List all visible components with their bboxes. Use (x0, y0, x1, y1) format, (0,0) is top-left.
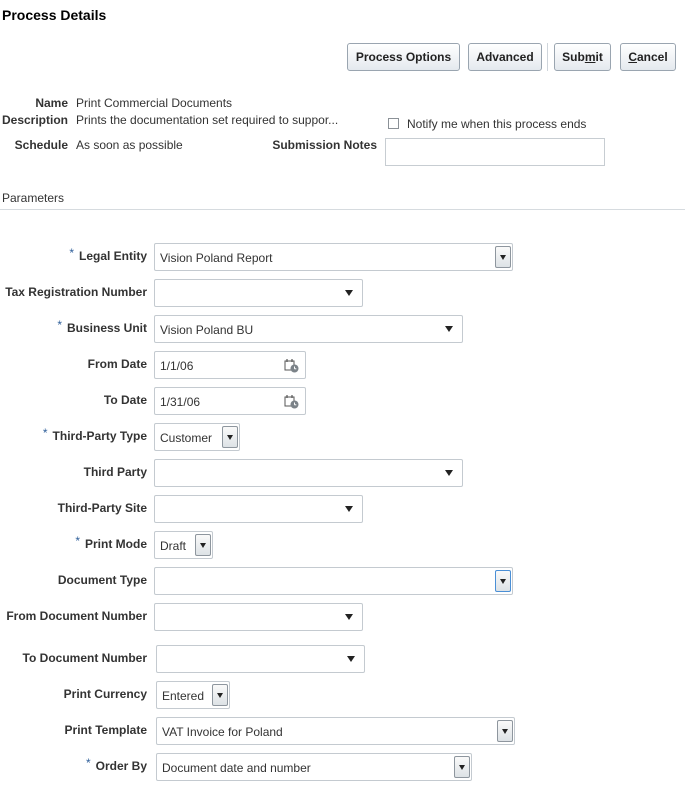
order-by-select[interactable]: Document date and number (156, 753, 472, 781)
chevron-down-icon[interactable] (497, 720, 513, 742)
required-indicator: * (42, 426, 48, 440)
submission-notes-input[interactable] (385, 138, 605, 166)
calendar-icon[interactable] (284, 394, 299, 409)
third-party-type-label: * Third-Party Type (42, 426, 147, 443)
chevron-down-icon[interactable] (338, 646, 364, 672)
chevron-down-icon[interactable] (436, 316, 462, 342)
third-party-type-select[interactable]: Customer (154, 423, 240, 451)
name-label: Name (35, 96, 68, 110)
business-unit-select[interactable]: Vision Poland BU (154, 315, 463, 343)
chevron-down-icon[interactable] (336, 604, 362, 630)
submit-label-start: Sub (562, 50, 585, 64)
cancel-label-end: ancel (636, 50, 668, 64)
legal-entity-select[interactable]: Vision Poland Report (154, 243, 513, 271)
third-party-site-label: Third-Party Site (57, 501, 147, 515)
document-type-select[interactable] (154, 567, 513, 595)
cancel-button[interactable] (620, 43, 676, 71)
business-unit-label: * Business Unit (57, 318, 147, 335)
print-mode-label: * Print Mode (75, 534, 147, 551)
chevron-down-icon[interactable] (454, 756, 470, 778)
legal-entity-label: * Legal Entity (69, 246, 147, 263)
required-indicator: * (57, 318, 62, 332)
to-document-number-label: To Document Number (22, 651, 147, 665)
third-party-label: Third Party (83, 465, 147, 479)
print-template-label: Print Template (64, 723, 147, 737)
required-indicator: * (69, 246, 74, 260)
chevron-down-icon[interactable] (222, 426, 238, 448)
schedule-value: As soon as possible (76, 138, 183, 152)
document-type-label: Document Type (57, 573, 147, 587)
to-document-number-select[interactable] (156, 645, 365, 673)
print-currency-select[interactable]: Entered (156, 681, 230, 709)
page-title: Process Details (2, 7, 107, 23)
description-value: Prints the documentation set required to suppor... (76, 113, 339, 127)
chevron-down-icon[interactable] (436, 460, 462, 486)
cancel-label-accesskey: C (628, 50, 637, 64)
notify-checkbox[interactable] (388, 118, 399, 129)
tax-registration-number-select[interactable] (154, 279, 363, 307)
required-indicator: * (85, 756, 91, 770)
advanced-button[interactable]: Advanced (468, 43, 542, 71)
from-date-label: From Date (87, 357, 147, 371)
description-label: Description (1, 113, 68, 127)
from-document-number-select[interactable] (154, 603, 363, 631)
submission-notes-label: Submission Notes (272, 138, 377, 152)
print-template-select[interactable]: VAT Invoice for Poland (156, 717, 515, 745)
toolbar-separator (547, 43, 548, 71)
chevron-down-icon[interactable] (212, 684, 228, 706)
schedule-label: Schedule (14, 138, 68, 152)
chevron-down-icon[interactable] (336, 280, 362, 306)
required-indicator: * (75, 534, 80, 548)
process-options-button[interactable]: Process Options (347, 43, 460, 71)
chevron-down-icon[interactable] (336, 496, 362, 522)
section-divider (0, 209, 685, 210)
order-by-label: * Order By (85, 756, 147, 773)
print-currency-label: Print Currency (63, 687, 147, 701)
from-date-input[interactable]: 1/1/06 (154, 351, 306, 379)
chevron-down-icon[interactable] (195, 534, 211, 556)
chevron-down-icon[interactable] (495, 246, 511, 268)
third-party-select[interactable] (154, 459, 463, 487)
submit-label-end: it (595, 50, 603, 64)
notify-label: Notify me when this process ends (407, 117, 587, 131)
submit-button[interactable] (554, 43, 611, 71)
submit-label-accesskey: m (584, 50, 596, 64)
name-value: Print Commercial Documents (76, 96, 233, 110)
chevron-down-icon[interactable] (495, 570, 511, 592)
print-mode-select[interactable]: Draft (154, 531, 213, 559)
parameters-heading: Parameters (2, 191, 65, 205)
third-party-site-select[interactable] (154, 495, 363, 523)
calendar-icon[interactable] (284, 358, 299, 373)
to-date-input[interactable]: 1/31/06 (154, 387, 306, 415)
to-date-label: To Date (103, 393, 147, 407)
from-document-number-label: From Document Number (6, 609, 147, 623)
tax-registration-number-label: Tax Registration Number (5, 285, 147, 299)
